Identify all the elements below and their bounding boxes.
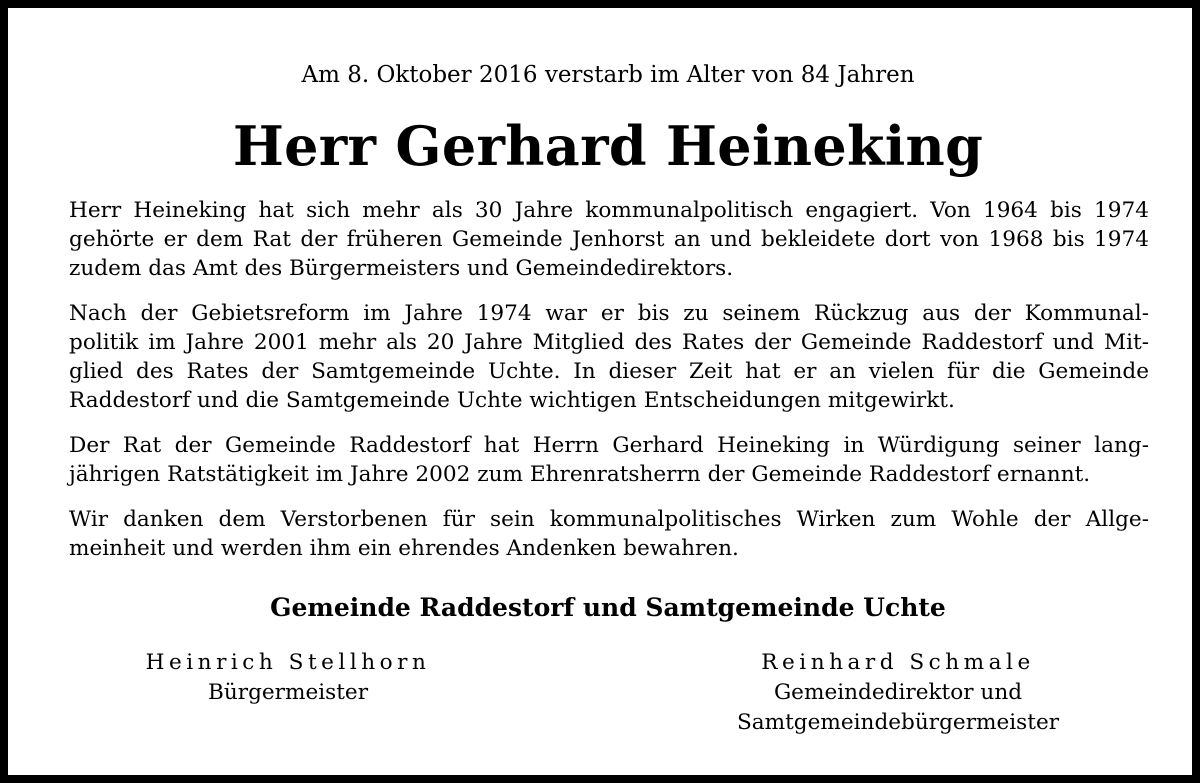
text-line: glied des Rates der Samtgemeinde Uchte. In dieser Zeit hat er an vielen für die Gemeinde: [69, 359, 1149, 384]
death-announcement-line: Am 8. Oktober 2016 verstarb im Alter von 84 Jahren: [301, 62, 915, 88]
deceased-name-heading: Herr Gerhard Heineking: [232, 114, 984, 178]
obituary-body: [69, 196, 1149, 579]
signatory-title: Samtgemeindebürgermeister: [736, 710, 1060, 735]
text-line: Raddestorf und die Samtgemeinde Uchte wichtigen Entscheidungen mitgewirkt.: [69, 388, 955, 413]
paragraph-thanks: [69, 505, 1149, 563]
paragraph-honor: [69, 431, 1149, 489]
paragraph-career: [69, 196, 1149, 283]
signatory-name: Reinhard Schmale: [761, 650, 1035, 675]
text-line: Wir danken dem Verstorbenen für sein kommunalpolitisches Wirken zum Wohle der Allge-: [69, 507, 1149, 532]
text-line: gehörte er dem Rat der früheren Gemeinde Jenhorst an und bekleidete dort von 1968 bis 1974: [69, 227, 1149, 252]
text-line: Nach der Gebietsreform im Jahre 1974 war er bis zu seinem Rückzug aus der Kommunal-: [69, 301, 1149, 326]
text-line: politik im Jahre 2001 mehr als 20 Jahre Mitglied des Rates der Gemeinde Raddestorf und Mit-: [69, 330, 1149, 355]
signatory-title: Gemeindedirektor und: [773, 680, 1023, 705]
paragraph-council: [69, 299, 1149, 415]
text-line: Herr Heineking hat sich mehr als 30 Jahre kommunalpolitisch engagiert. Von 1964 bis 1974: [69, 198, 1149, 223]
signature-block-left: [88, 648, 488, 708]
text-line: jährigen Ratstätigkeit im Jahre 2002 zum Ehrenratsherrn der Gemeinde Raddestorf ernannt.: [69, 462, 1091, 487]
text-line: Der Rat der Gemeinde Raddestorf hat Herrn Gerhard Heineking in Würdigung seiner lang-: [69, 433, 1149, 458]
signatory-title: Bürgermeister: [207, 680, 369, 705]
signatory-name: Heinrich Stellhorn: [145, 650, 431, 675]
text-line: meinheit und werden ihm ein ehrendes Andenken bewahren.: [69, 536, 739, 561]
signature-block-right: [688, 648, 1108, 738]
sender-organizations: Gemeinde Raddestorf und Samtgemeinde Uchte: [270, 593, 946, 622]
text-line: zudem das Amt des Bürgermeisters und Gemeindedirektors.: [69, 256, 734, 281]
